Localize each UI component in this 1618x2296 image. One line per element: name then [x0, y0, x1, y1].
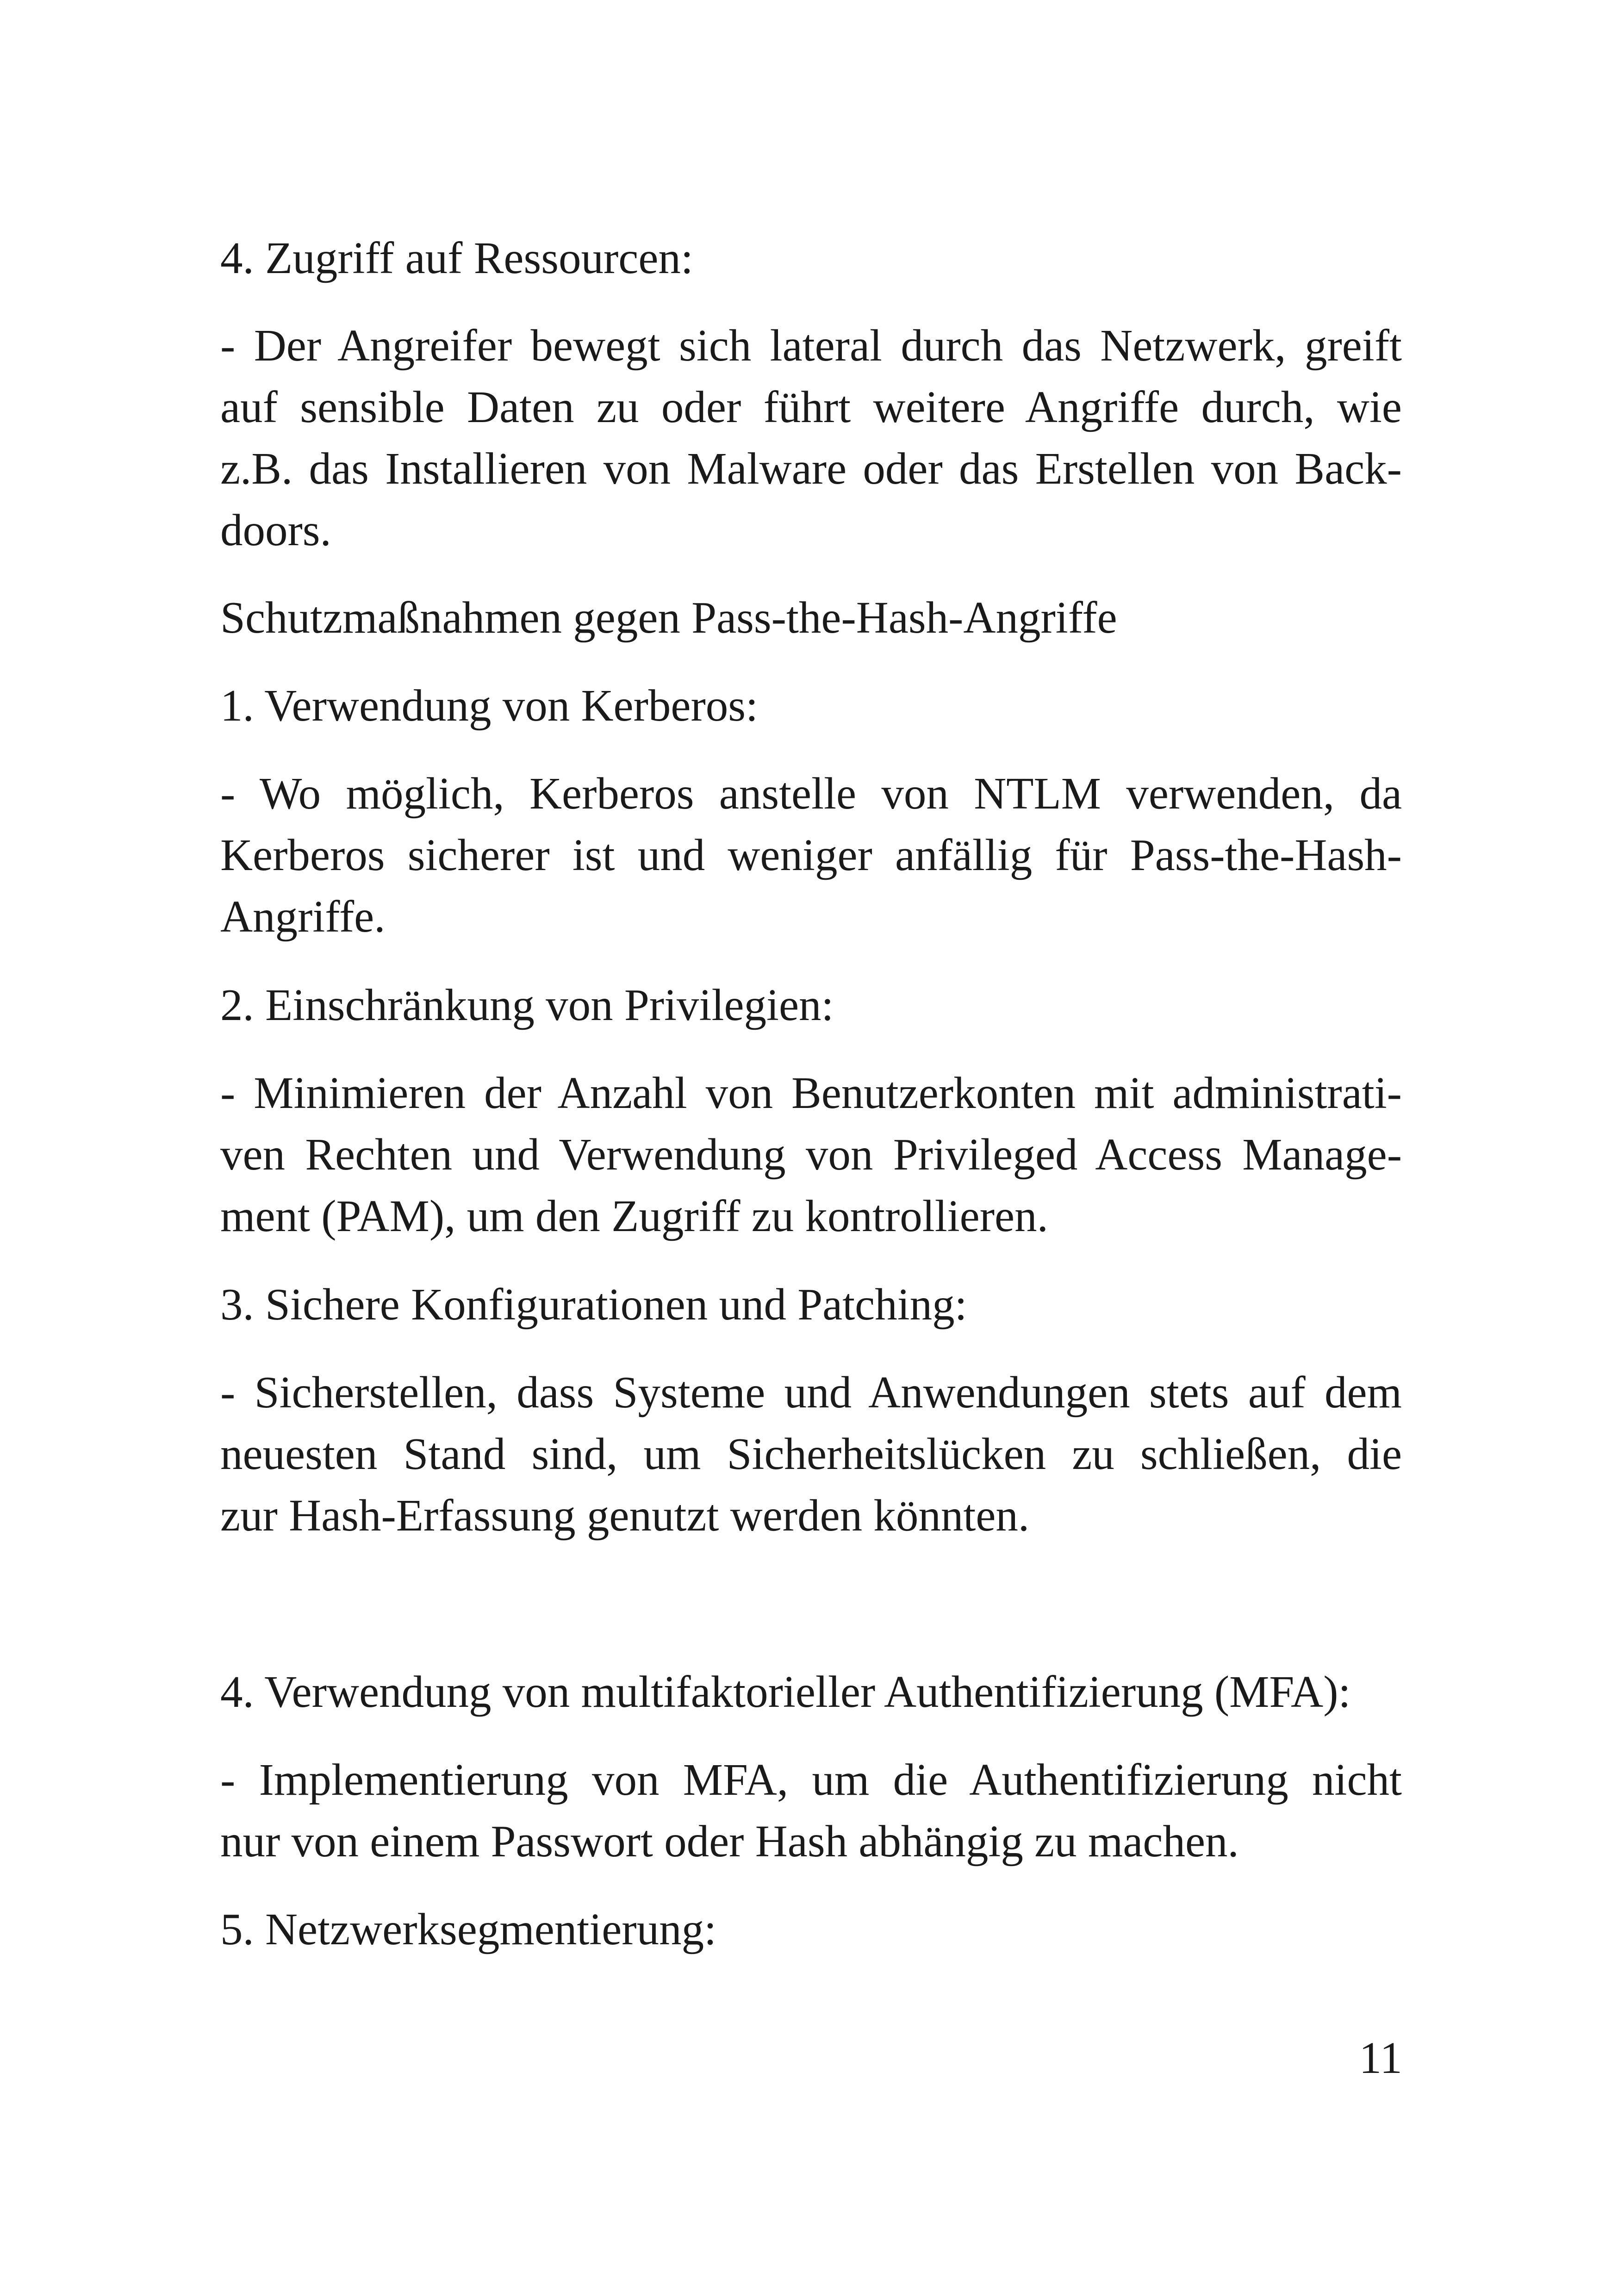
- heading: [220, 587, 1402, 648]
- text-line: 2. Einschränkung von Privilegien:: [220, 980, 834, 1030]
- text-line: 4. Verwendung von multifaktorieller Authentifizierung (MFA):: [220, 1667, 1351, 1717]
- heading: [220, 1661, 1402, 1723]
- text-line: 1. Verwendung von Kerberos:: [220, 681, 758, 730]
- heading: [220, 227, 1402, 289]
- text-line: 5. Netzwerksegmentierung:: [220, 1904, 717, 1954]
- text-line: neuesten Stand sind, um Sicherheitslücken zu schließen, die: [220, 1429, 1402, 1479]
- text-line: 3. Sichere Konfigurationen und Patching:: [220, 1280, 967, 1329]
- paragraph: [220, 1062, 1402, 1247]
- text-line: doors.: [220, 505, 331, 555]
- page-number: 11: [1359, 2033, 1402, 2083]
- text-line: ven Rechten und Verwendung von Privileged Access Manage-: [220, 1130, 1402, 1179]
- text-line: - Wo möglich, Kerberos anstelle von NTLM verwenden, da: [220, 769, 1402, 818]
- text-line: 4. Zugriff auf Ressourcen:: [220, 233, 693, 283]
- paragraph: [220, 1749, 1402, 1872]
- text-line: z.B. das Installieren von Malware oder das Erstellen von Back-: [220, 444, 1402, 493]
- paragraph: [220, 1362, 1402, 1546]
- text-line: Angriffe.: [220, 892, 386, 941]
- heading: [220, 1898, 1402, 1960]
- text-line: - Minimieren der Anzahl von Benutzerkonten mit administrati-: [220, 1068, 1402, 1118]
- paragraph: [220, 315, 1402, 561]
- heading: [220, 974, 1402, 1036]
- text-line: zur Hash-Erfassung genutzt werden könnten.: [220, 1491, 1030, 1540]
- text-line: Kerberos sicherer ist und weniger anfällig für Pass-the-Hash-: [220, 830, 1402, 880]
- text-line: - Der Angreifer bewegt sich lateral durch das Netzwerk, greift: [220, 321, 1402, 370]
- text-line: ment (PAM), um den Zugriff zu kontrollieren.: [220, 1191, 1048, 1241]
- text-line: Schutzmaßnahmen gegen Pass-the-Hash-Angriffe: [220, 593, 1117, 642]
- text-line: - Sicherstellen, dass Systeme und Anwendungen stets auf dem: [220, 1368, 1402, 1417]
- heading: [220, 675, 1402, 736]
- text-line: auf sensible Daten zu oder führt weitere Angriffe durch, wie: [220, 382, 1402, 432]
- paragraph: [220, 763, 1402, 947]
- text-line: - Implementierung von MFA, um die Authentifizierung nicht: [220, 1755, 1402, 1804]
- heading: [220, 1274, 1402, 1335]
- text-line: nur von einem Passwort oder Hash abhängig zu machen.: [220, 1817, 1239, 1866]
